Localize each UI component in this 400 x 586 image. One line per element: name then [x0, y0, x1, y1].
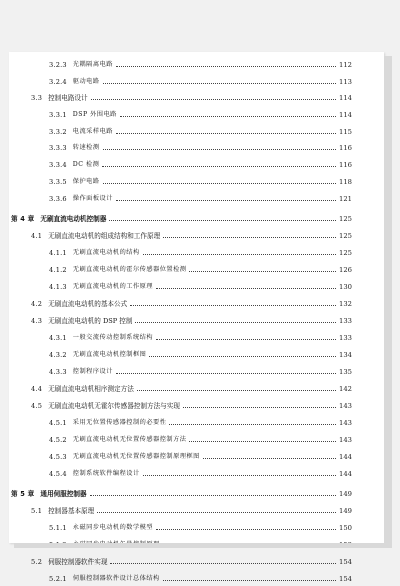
toc-number: 4.1.2	[49, 266, 67, 274]
toc-title: 无刷直流电动机无位置传感器控制方法	[72, 436, 187, 443]
toc-page-number: 114	[339, 94, 352, 102]
toc-section-entry	[31, 91, 352, 105]
toc-number: 3.2.3	[49, 61, 67, 69]
toc-title: 伺服控制器软件设计总体结构	[72, 575, 160, 582]
toc-page-number: 133	[339, 317, 352, 325]
toc-dot-leader	[156, 288, 336, 289]
toc-dot-leader	[116, 133, 336, 134]
toc-page-number: 154	[339, 575, 352, 583]
toc-page-number: 144	[339, 453, 352, 461]
toc-number: 4.5.2	[49, 436, 67, 444]
toc-page-number: 126	[339, 266, 352, 274]
toc-number: 3.3.5	[49, 178, 67, 186]
page-shadow-right	[384, 56, 392, 547]
toc-subsection-entry	[49, 572, 352, 586]
toc-title: 无刷直流电动机的 DSP 控制	[48, 317, 133, 325]
toc-number: 3.3.6	[49, 195, 67, 203]
toc-dot-leader	[130, 305, 336, 306]
toc-number: 5.2.1	[49, 575, 67, 583]
toc-page-number: 142	[339, 385, 352, 393]
toc-subsection-entry	[49, 108, 352, 122]
toc-title: 伺服控制器软件实现	[48, 558, 108, 566]
toc-number: 4.1.3	[49, 283, 67, 291]
toc-subsection-entry	[49, 246, 352, 260]
toc-dot-leader	[103, 149, 336, 150]
toc-number: 5.1	[31, 507, 43, 515]
toc-subsection-entry	[49, 58, 352, 72]
toc-subsection-entry	[49, 348, 352, 362]
toc-chapter-entry	[11, 212, 352, 226]
toc-section-entry	[31, 229, 352, 243]
toc-dot-leader	[103, 183, 336, 184]
toc-number: 3.3.3	[49, 144, 67, 152]
toc-dot-leader	[109, 220, 336, 221]
toc-title: 无刷直流电动机的基本公式	[48, 300, 128, 308]
toc-page-number: 125	[339, 232, 352, 240]
toc-number: 4.5	[31, 402, 43, 410]
toc-dot-leader	[91, 99, 336, 100]
toc-dot-leader	[189, 271, 336, 272]
toc-subsection-entry	[49, 331, 352, 345]
toc-subsection-entry	[49, 433, 352, 447]
toc-title: 光耦隔离电路	[72, 61, 113, 68]
toc-title: 保护电路	[72, 178, 100, 185]
toc-page-number: 116	[339, 144, 352, 152]
toc-title: 一般交流传动控制系统结构	[72, 334, 154, 341]
toc-subsection-entry	[49, 75, 352, 89]
toc-subsection-entry	[49, 263, 352, 277]
toc-title: 无刷直流电动机无霍尔传感器控制方法与实现	[48, 402, 180, 410]
toc-title: 驱动电路	[72, 78, 100, 85]
toc-title: 转速检测	[72, 144, 100, 151]
toc-page-number: 149	[339, 490, 352, 498]
toc-page-number: 150	[339, 524, 352, 532]
toc-title: 无刷直流电动机控制框图	[72, 351, 147, 358]
toc-section-entry	[31, 555, 352, 569]
toc-number: 4.3.3	[49, 368, 67, 376]
toc-title: 通用伺服控制器	[40, 490, 87, 498]
toc-page-number: 115	[339, 128, 352, 136]
toc-section-entry	[31, 382, 352, 396]
toc-title: DC 检测	[72, 161, 100, 168]
toc-title: 控制程序设计	[72, 368, 113, 375]
document-page	[9, 52, 384, 583]
toc-page-number: 125	[339, 215, 352, 223]
toc-number: 4.5.4	[49, 470, 67, 478]
toc-dot-leader	[135, 322, 336, 323]
toc-title: 操作面板设计	[72, 195, 113, 202]
toc-dot-leader	[143, 475, 336, 476]
toc-dot-leader	[156, 339, 336, 340]
toc-number: 4.4	[31, 385, 43, 393]
toc-subsection-entry	[49, 192, 352, 206]
toc-title: 无刷直流电动机的组成结构和工作原理	[48, 232, 161, 240]
toc-section-entry	[31, 297, 352, 311]
toc-subsection-entry	[49, 450, 352, 464]
toc-page-number: 113	[339, 78, 352, 86]
toc-page-number: 143	[339, 419, 352, 427]
toc-title: 采用无位置传感器控制的必要性	[72, 419, 167, 426]
toc-title: 控制电路设计	[48, 94, 88, 102]
toc-number: 4.3	[31, 317, 43, 325]
toc-number: 4.5.1	[49, 419, 67, 427]
toc-dot-leader	[189, 441, 336, 442]
toc-dot-leader	[183, 407, 336, 408]
toc-dot-leader	[156, 529, 336, 530]
toc-subsection-entry	[49, 521, 352, 535]
toc-page-number: 132	[339, 300, 352, 308]
toc-title: 永磁同步电动机的数学模型	[72, 524, 154, 531]
toc-number: 4.5.3	[49, 453, 67, 461]
toc-dot-leader	[120, 116, 336, 117]
toc-number: 4.1	[31, 232, 43, 240]
toc-title: 无刷直流电动机无位置传感器控制原理框图	[72, 453, 200, 460]
toc-section-entry	[31, 314, 352, 328]
toc-chapter-entry	[11, 487, 352, 501]
toc-subsection-entry	[49, 467, 352, 481]
toc-dot-leader	[116, 200, 336, 201]
toc-page-number: 116	[339, 161, 352, 169]
page-shadow-bottom	[14, 543, 392, 548]
toc-page-number: 125	[339, 249, 352, 257]
toc-number: 3.3.1	[49, 111, 67, 119]
toc-dot-leader	[116, 66, 336, 67]
toc-dot-leader	[163, 237, 336, 238]
toc-page-number: 121	[339, 195, 352, 203]
toc-page-number: 143	[339, 402, 352, 410]
toc-dot-leader	[143, 254, 336, 255]
toc-subsection-entry	[49, 158, 352, 172]
toc-dot-leader	[137, 390, 336, 391]
toc-page-number: 135	[339, 368, 352, 376]
toc-title: 无刷直流电动机相序测定方法	[48, 385, 134, 393]
toc-dot-leader	[103, 83, 336, 84]
toc-title: 电流采样电路	[72, 128, 113, 135]
toc-title: 无刷直流电动机的结构	[72, 249, 140, 256]
toc-number: 4.3.1	[49, 334, 67, 342]
toc-page-number: 154	[339, 558, 352, 566]
toc-dot-leader	[102, 166, 336, 167]
toc-page-number: 143	[339, 436, 352, 444]
toc-number: 5.2	[31, 558, 43, 566]
toc-page-number: 112	[339, 61, 352, 69]
toc-number: 第 4 章	[11, 215, 35, 223]
toc-dot-leader	[163, 580, 336, 581]
toc-page-number: 134	[339, 351, 352, 359]
toc-title: 无刷直流电动机控制器	[40, 215, 107, 223]
toc-page-number: 149	[339, 507, 352, 515]
toc-dot-leader	[203, 458, 336, 459]
toc-dot-leader	[169, 424, 336, 425]
toc-number: 3.2.4	[49, 78, 67, 86]
toc-subsection-entry	[49, 280, 352, 294]
toc-number: 5.1.1	[49, 524, 67, 532]
toc-page-number: 114	[339, 111, 352, 119]
toc-dot-leader	[149, 356, 336, 357]
toc-section-entry	[31, 504, 352, 518]
toc-number: 4.1.1	[49, 249, 67, 257]
toc-dot-leader	[97, 512, 336, 513]
toc-subsection-entry	[49, 175, 352, 189]
toc-number: 3.3	[31, 94, 43, 102]
toc-number: 第 5 章	[11, 490, 35, 498]
toc-title: 无刷直流电动机的工作原理	[72, 283, 154, 290]
toc-subsection-entry	[49, 125, 352, 139]
toc-page-number: 130	[339, 283, 352, 291]
toc-subsection-entry	[49, 365, 352, 379]
toc-page-number: 144	[339, 470, 352, 478]
toc-title: DSP 外围电路	[72, 111, 117, 118]
toc-subsection-entry	[49, 141, 352, 155]
toc-page-number: 133	[339, 334, 352, 342]
toc-title: 控制器基本原理	[48, 507, 95, 515]
toc-number: 3.3.4	[49, 161, 67, 169]
toc-title: 无刷直流电动机的霍尔传感器位置检测	[72, 266, 187, 273]
toc-page-number: 118	[339, 178, 352, 186]
toc-number: 3.3.2	[49, 128, 67, 136]
toc-dot-leader	[90, 495, 336, 496]
toc-subsection-entry	[49, 416, 352, 430]
toc-dot-leader	[116, 373, 336, 374]
toc-number: 4.2	[31, 300, 43, 308]
toc-title: 控制系统软件编程设计	[72, 470, 140, 477]
toc-section-entry	[31, 399, 352, 413]
toc-number: 4.3.2	[49, 351, 67, 359]
